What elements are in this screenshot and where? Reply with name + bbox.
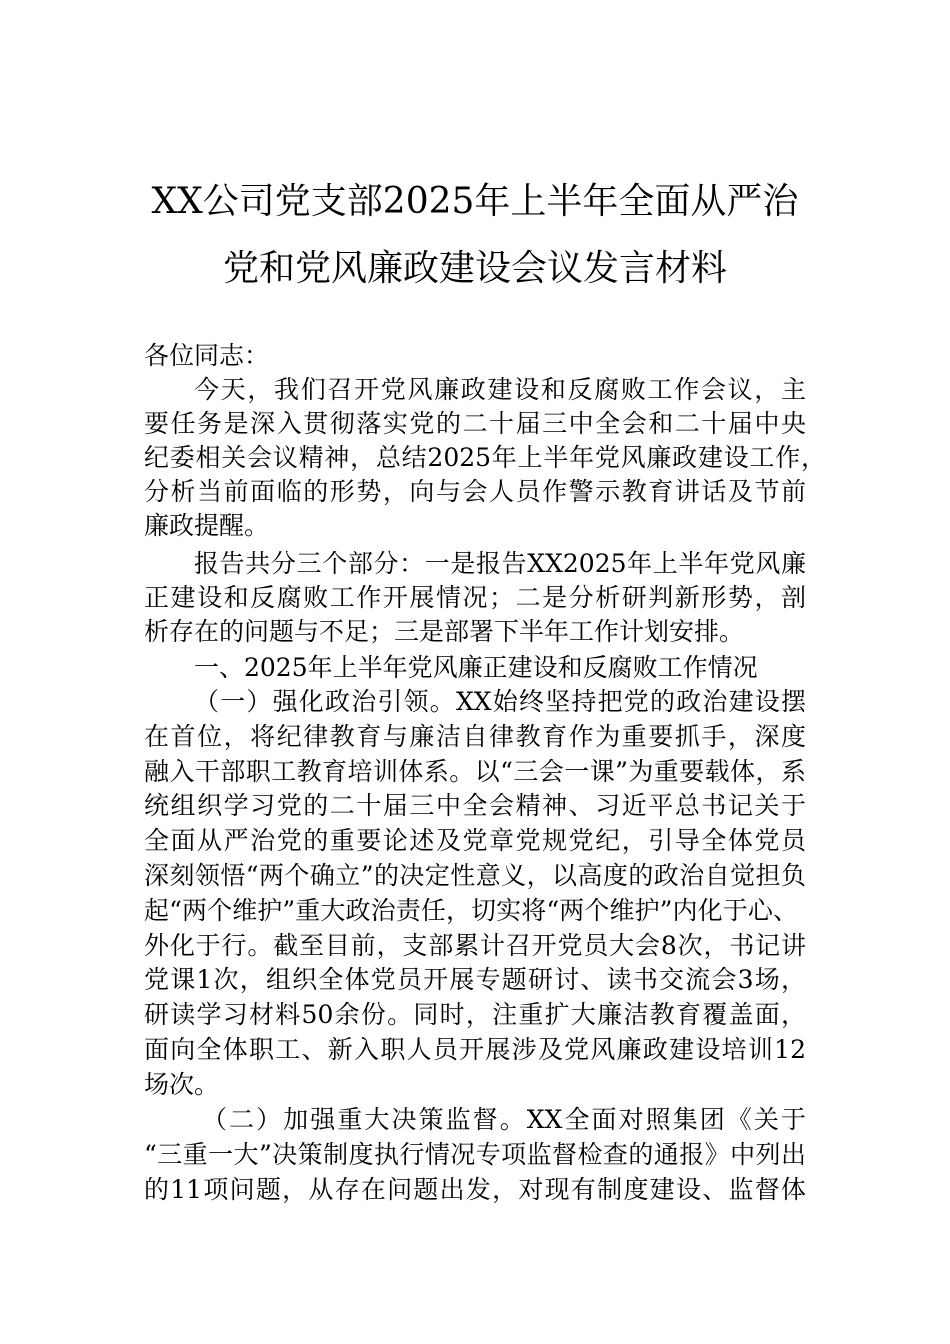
paragraph-line: 今天，我们召开党风廉政建设和反腐败工作会议，主 — [194, 375, 806, 404]
paragraph-line: 面向全体职工、新入职人员开展涉及党风廉政建设培训12 — [144, 1035, 806, 1064]
paragraph-line: 场次。 — [144, 1070, 220, 1099]
paragraph-line: 的11项问题，从存在问题出发，对现有制度建设、监督体 — [144, 1175, 806, 1204]
paragraph-line: 正建设和反腐败工作开展情况；二是分析研判新形势，剖 — [144, 583, 806, 612]
paragraph-line: 统组织学习党的二十届三中全会精神、习近平总书记关于 — [144, 791, 806, 820]
paragraph-line: 在首位，将纪律教育与廉洁自律教育作为重要抓手，深度 — [144, 722, 806, 751]
document-title-line-2: 党和党风廉政建设会议发言材料 — [222, 248, 727, 289]
salutation: 各位同志： — [144, 341, 270, 370]
paragraph-line: 要任务是深入贯彻落实党的二十届三中全会和二十届中央 — [144, 409, 806, 438]
paragraph-line: 廉政提醒。 — [144, 511, 270, 540]
paragraph-line: 起“两个维护”重大政治责任，切实将“两个维护”内化于心、 — [144, 896, 798, 925]
paragraph-line: 纪委相关会议精神，总结2025年上半年党风廉政建设工作， — [144, 443, 826, 472]
paragraph-line: 研读学习材料50余份。同时，注重扩大廉洁教育覆盖面， — [144, 1000, 806, 1029]
paragraph-line: 分析当前面临的形势，向与会人员作警示教育讲话及节前 — [144, 477, 806, 506]
paragraph-line: 析存在的问题与不足；三是部署下半年工作计划安排。 — [144, 617, 745, 646]
paragraph-line: （二）加强重大决策监督。XX全面对照集团《关于 — [202, 1105, 806, 1134]
document-title-line-1: XX公司党支部2025年上半年全面从严治 — [151, 181, 799, 222]
section-heading: 一、2025年上半年党风廉正建设和反腐败工作情况 — [194, 653, 758, 682]
paragraph-line: 深刻领悟“两个确立”的决定性意义，以高度的政治自觉担负 — [144, 861, 806, 890]
paragraph-line: 全面从严治党的重要论述及党章党规党纪，引导全体党员 — [144, 826, 806, 855]
paragraph-line: （一）强化政治引领。XX始终坚持把党的政治建设摆 — [194, 687, 806, 716]
paragraph-line: “三重一大”决策制度执行情况专项监督检查的通报》中列出 — [144, 1140, 806, 1169]
paragraph-line: 报告共分三个部分：一是报告XX2025年上半年党风廉 — [194, 549, 806, 578]
paragraph-line: 融入干部职工教育培训体系。以“三会一课”为重要载体，系 — [144, 757, 806, 786]
paragraph-line: 外化于行。截至目前，支部累计召开党员大会8次，书记讲 — [144, 931, 806, 960]
paragraph-line: 党课1次，组织全体党员开展专题研讨、读书交流会3场， — [144, 965, 806, 994]
